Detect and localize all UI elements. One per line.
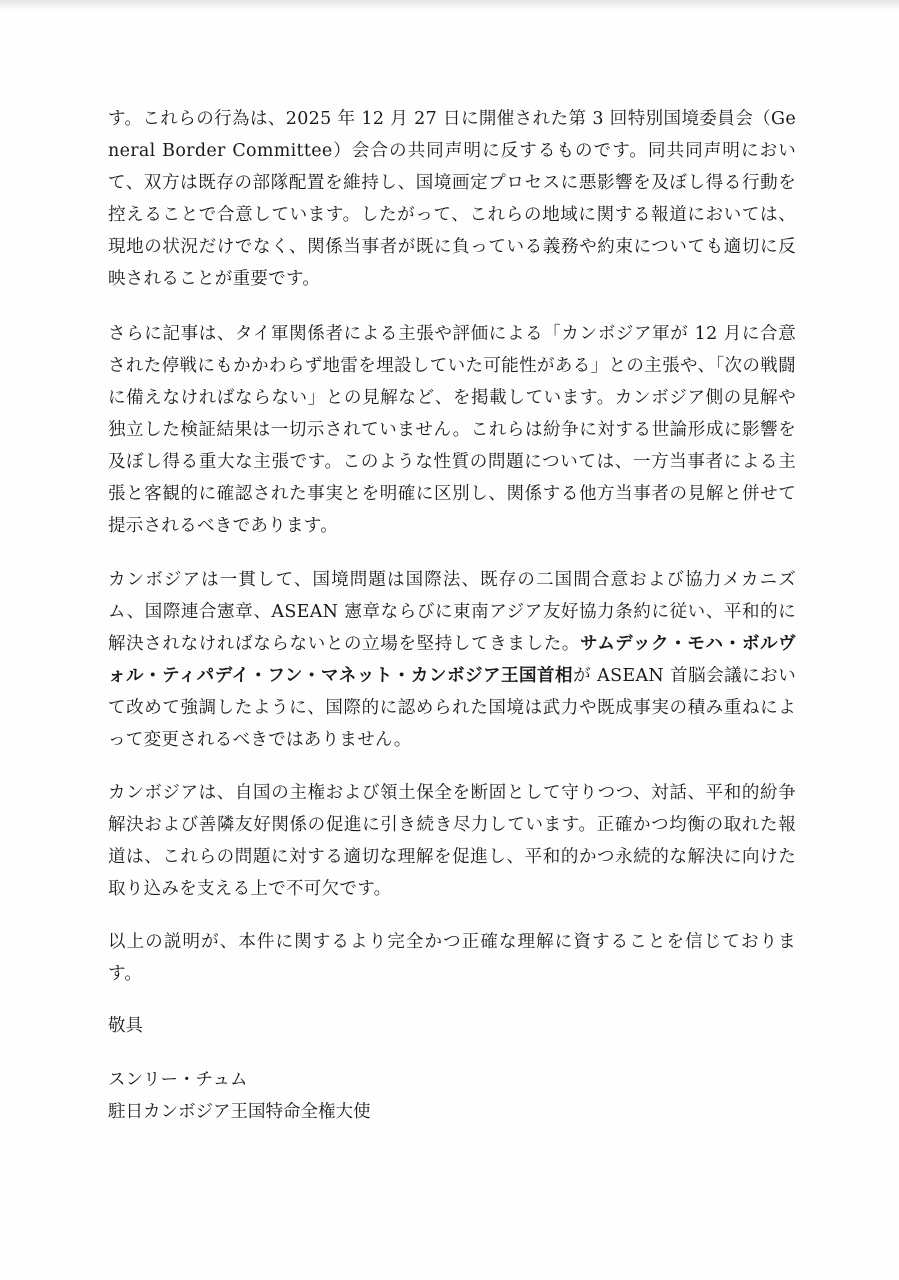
- signer-name: スンリー・チュム: [108, 1070, 248, 1090]
- paragraph-article-claims: さらに記事は、タイ軍関係者による主張や評価による「カンボジア軍が 12 月に合意された停戦にもかかわらず地雷を埋設していた可能性がある」との主張や、「次の戦闘に備えなければならない」との見解など、を掲載しています。カンボジア側の見解や独立した検証結果は一切示されていません。これらは紛争に対する世論形成に影響を及ぼし得る重大な主張です。このような性質の問題については、一方当事者による主張と客観的に確認された事実とを明確に区別し、関係する他方当事者の見解と併せて提示されるべきであります。: [108, 324, 796, 536]
- prime-minister-name: サムデック・モハ・ボルヴォル・ティパデイ・フン・マネット・カンボジア王国首相: [108, 634, 796, 686]
- scan-edge: [0, 0, 899, 10]
- position-text-b: が ASEAN 首脳会議において改めて強調したように、国際的に認められた国境は武力や既成事実の積み重ねによって変更されるべきではありません。: [108, 666, 796, 750]
- letter-body: [108, 103, 796, 1128]
- position-text-a: カンボジアは一貫して、国境問題は国際法、既存の二国間合意および協力メカニズム、国際連合憲章、ASEAN 憲章ならびに東南アジア友好協力条約に従い、平和的に解決されなければならないとの立場を堅持してきました。: [108, 570, 796, 654]
- signer-title: 駐日カンボジア王国特命全権大使: [108, 1102, 371, 1122]
- paragraph-cambodia-position: [108, 564, 796, 756]
- signature-block: [108, 1064, 796, 1128]
- closing-phrase: 敬具: [108, 1016, 143, 1036]
- paragraph-joint-statement: す。これらの行為は、2025 年 12 月 27 日に開催された第 3 回特別国境委員会（General Border Committee）会合の共同声明に反するものです。同共同声明において、双方は既存の部隊配置を維持し、国境画定プロセスに悪影響を及ぼし得る行動を控えることで合意しています。したがって、これらの地域に関する報道においては、現地の状況だけでなく、関係当事者が既に負っている義務や約束についても適切に反映されることが重要です。: [108, 109, 796, 289]
- paragraph-conclusion: 以上の説明が、本件に関するより完全かつ正確な理解に資することを信じております。: [108, 932, 796, 984]
- paragraph-dialogue: カンボジアは、自国の主権および領土保全を断固として守りつつ、対話、平和的紛争解決および善隣友好関係の促進に引き続き尽力しています。正確かつ均衡の取れた報道は、これらの問題に対する適切な理解を促進し、平和的かつ永続的な解決に向けた取り込みを支える上で不可欠です。: [108, 783, 796, 899]
